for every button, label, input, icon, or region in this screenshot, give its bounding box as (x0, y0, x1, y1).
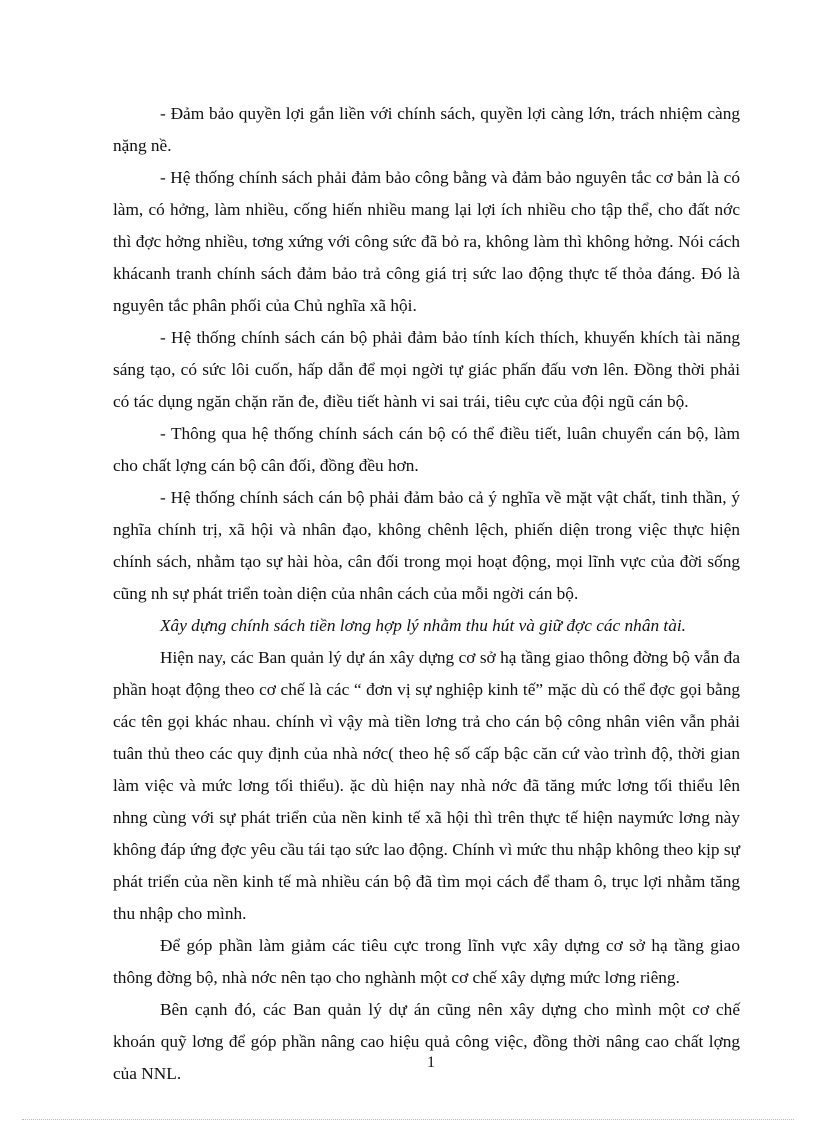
paragraph-reduce-negativity: Để góp phần làm giảm các tiêu cực trong lĩnh vực xây dựng cơ sở hạ tầng giao thông đờng bộ, nhà nớc nên tạo cho nghành một cơ chế xây dựng mức lơng riêng. (113, 936, 740, 987)
paragraph-material-spiritual: - Hệ thống chính sách cán bộ phải đảm bảo cả ý nghĩa về mặt vật chất, tinh thần, ý nghĩa chính trị, xã hội và nhân đạo, không chênh lệch, phiến diện trong việc thực hiện chính sách, nhằm tạo sự hài hòa, cân đối trong mọi hoạt động, mọi lĩnh vực của đời sống cũng nh sự phát triển toàn diện của nhân cách của mỗi ngời cán bộ. (113, 488, 740, 603)
paragraph-motivation: - Hệ thống chính sách cán bộ phải đảm bảo tính kích thích, khuyến khích tài năng sáng tạo, có sức lôi cuốn, hấp dẫn để mọi ngời tự giác phấn đấu vơn lên. Đồng thời phải có tác dụng ngăn chặn răn đe, điều tiết hành vi sai trái, tiêu cực của đội ngũ cán bộ. (113, 328, 740, 411)
section-heading-salary-policy: Xây dựng chính sách tiền lơng hợp lý nhằm thu hút và giữ đợc các nhân tài. (160, 616, 686, 635)
paragraph-fairness-principle: - Hệ thống chính sách phải đảm bảo công bằng và đảm bảo nguyên tắc cơ bản là có làm, có hởng, làm nhiều, cống hiến nhiều mang lại lợi ích nhiều cho tập thể, cho đất nớc thì đợc hởng nhiều, tơng xứng với công sức đã bỏ ra, không làm thì không hởng. Nói cách khácanh tranh chính sách đảm bảo trả công giá trị sức lao động thực tế thỏa đáng. Đó là nguyên tắc phân phối của Chủ nghĩa xã hội. (113, 168, 740, 315)
document-body (113, 98, 740, 1090)
page-bottom-border (22, 1119, 794, 1120)
paragraph-salary-fund: Bên cạnh đó, các Ban quản lý dự án cũng nên xây dựng cho mình một cơ chế khoán quỹ lơng để góp phần nâng cao hiệu quả công việc, đồng thời nâng cao chất lợng của NNL. (113, 1000, 740, 1083)
paragraph-current-situation: Hiện nay, các Ban quản lý dự án xây dựng cơ sở hạ tầng giao thông đờng bộ vẫn đa phần hoạt động theo cơ chế là các “ đơn vị sự nghiệp kinh tế” mặc dù có thể đợc gọi bằng các tên gọi khác nhau. chính vì vậy mà tiền lơng trả cho cán bộ công nhân viên vẫn phải tuân thủ theo các quy định của nhà nớc( theo hệ số cấp bậc căn cứ vào trình độ, thời gian làm việc và mức lơng tối thiểu). ặc dù hiện nay nhà nớc đã tăng mức lơng tối thiểu lên nhng cùng với sự phát triển của nền kinh tế xã hội thì trên thực tế hiện naymức lơng này không đáp ứng đợc yêu cầu tái tạo sức lao động. Chính vì mức thu nhập không theo kịp sự phát triển của nền kinh tế mà nhiều cán bộ đã tìm mọi cách để tham ô, trục lợi nhằm tăng thu nhập cho mình. (113, 648, 740, 923)
page-number: 1 (427, 1054, 435, 1071)
paragraph-rights-responsibility: - Đảm bảo quyền lợi gắn liền với chính sách, quyền lợi càng lớn, trách nhiệm càng nặng nề. (113, 104, 740, 155)
paragraph-staff-rotation: - Thông qua hệ thống chính sách cán bộ có thể điều tiết, luân chuyển cán bộ, làm cho chất lợng cán bộ cân đối, đồng đều hơn. (113, 424, 740, 475)
